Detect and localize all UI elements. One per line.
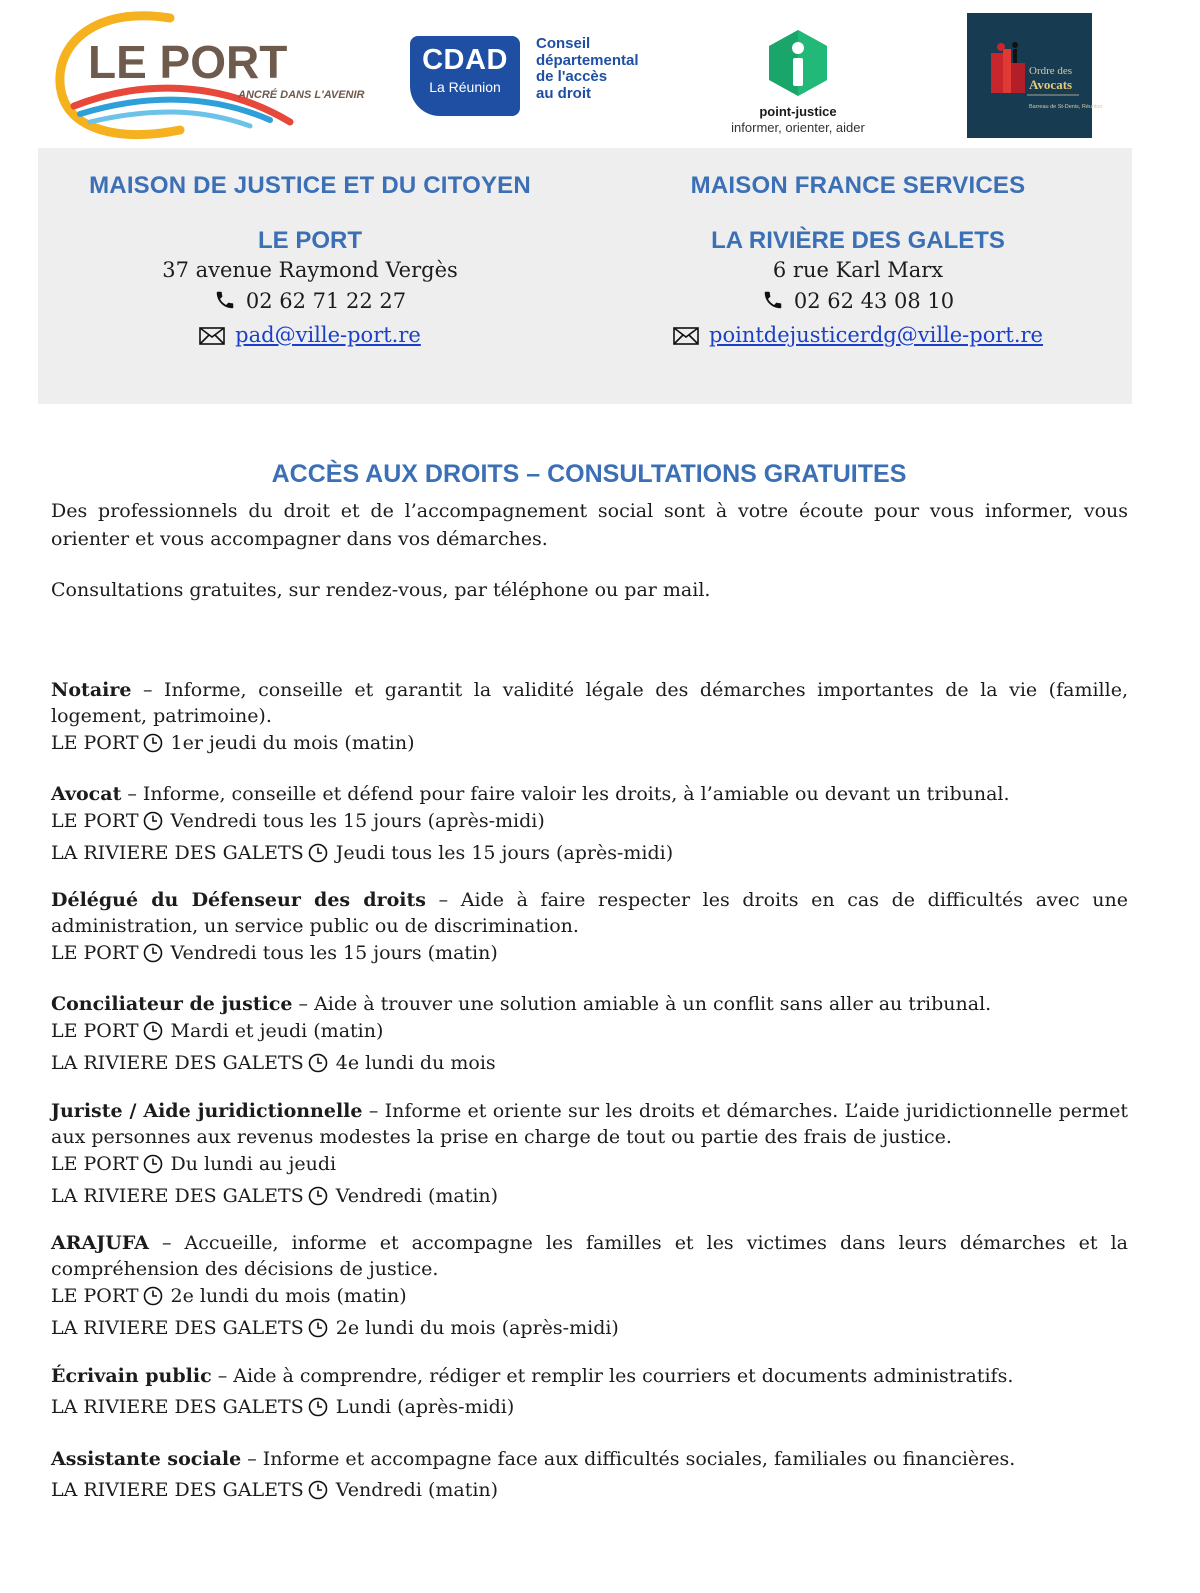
office-address: 37 avenue Raymond Vergès xyxy=(162,258,458,282)
phone-icon xyxy=(214,289,236,320)
office-email-row xyxy=(598,320,1118,354)
svg-text:LE PORT: LE PORT xyxy=(88,36,288,88)
service-juriste xyxy=(51,1098,1128,1214)
schedule-row xyxy=(51,1017,1128,1049)
ordre-des-avocats-logo xyxy=(967,13,1103,138)
schedule-row xyxy=(51,729,1128,761)
schedule-place: LA RIVIERE DES GALETS xyxy=(51,1052,304,1074)
service-title: Conciliateur de justice xyxy=(51,993,293,1015)
schedule-place: LE PORT xyxy=(51,942,139,964)
svg-text:Barreau de St-Denis, Réunion: Barreau de St-Denis, Réunion xyxy=(1029,104,1103,110)
schedule-time: Jeudi tous les 15 jours (après-midi) xyxy=(335,842,674,864)
point-justice-tagline: informer, orienter, aider xyxy=(731,120,865,135)
service-avocat xyxy=(51,781,1128,871)
office-email-row xyxy=(50,320,570,354)
contact-info-box xyxy=(38,148,1132,404)
schedule-place: LE PORT xyxy=(51,1020,139,1042)
phone-icon xyxy=(762,289,784,320)
schedule-time: 4e lundi du mois xyxy=(335,1052,496,1074)
point-justice-icon xyxy=(765,28,831,98)
service-title: ARAJUFA xyxy=(51,1232,149,1254)
envelope-icon xyxy=(199,323,225,354)
service-title: Délégué du Défenseur des droits xyxy=(51,889,426,911)
service-description: Juriste / Aide juridictionnelle – Informe et oriente sur les droits et démarches. L’aide juridictionnelle permet aux personnes aux revenus modestes la prise en charge de tout ou partie des frais de justice. xyxy=(51,1100,1128,1148)
logos-header xyxy=(0,0,1200,150)
office-phone-row xyxy=(598,286,1118,320)
clock-icon xyxy=(308,1053,328,1081)
cdad-region: La Réunion xyxy=(429,79,501,95)
office-riviere-des-galets xyxy=(598,148,1118,354)
service-arajufa xyxy=(51,1230,1128,1346)
office-name: MAISON DE JUSTICE ET DU CITOYEN xyxy=(89,172,531,199)
cdad-badge xyxy=(410,36,520,116)
office-email-link[interactable]: pointdejusticerdg@ville-port.re xyxy=(709,323,1043,347)
schedule-row xyxy=(51,1282,1128,1314)
clock-icon xyxy=(143,943,163,971)
schedule-place: LA RIVIERE DES GALETS xyxy=(51,1479,304,1501)
schedule-place: LE PORT xyxy=(51,1285,139,1307)
clock-icon xyxy=(143,733,163,761)
schedule-time: Vendredi (matin) xyxy=(335,1479,499,1501)
schedule-place: LA RIVIERE DES GALETS xyxy=(51,1396,304,1418)
schedule-row xyxy=(51,1182,1128,1214)
office-address: 6 rue Karl Marx xyxy=(772,258,944,282)
schedule-time: Vendredi (matin) xyxy=(335,1185,499,1207)
service-description: Notaire – Informe, conseille et garantit la validité légale des démarches importantes de la vie (famille, logement, patrimoine). xyxy=(51,679,1128,727)
schedule-place: LA RIVIERE DES GALETS xyxy=(51,1317,304,1339)
schedule-row xyxy=(51,939,1128,971)
clock-icon xyxy=(143,811,163,839)
service-conciliateur xyxy=(51,991,1128,1081)
service-description: Écrivain public – Aide à comprendre, rédiger et remplir les courriers et documents administratifs. xyxy=(51,1365,1014,1387)
schedule-time: Du lundi au jeudi xyxy=(170,1153,337,1175)
schedule-place: LE PORT xyxy=(51,1153,139,1175)
service-assistante-sociale xyxy=(51,1446,1128,1508)
service-delegue-defenseur-droits xyxy=(51,887,1128,971)
service-description: Délégué du Défenseur des droits – Aide à faire respecter les droits en cas de difficultés avec une administration, un service public ou de discrimination. xyxy=(51,889,1128,937)
clock-icon xyxy=(143,1286,163,1314)
svg-text:Ordre des: Ordre des xyxy=(1029,65,1073,77)
schedule-place: LE PORT xyxy=(51,732,139,754)
consultation-note: Consultations gratuites, sur rendez-vous, par téléphone ou par mail. xyxy=(51,579,711,601)
schedule-time: Mardi et jeudi (matin) xyxy=(170,1020,384,1042)
le-port-logo xyxy=(50,10,370,145)
intro-paragraph: Des professionnels du droit et de l’accompagnement social sont à votre écoute pour vous informer, vous orienter et vous accompagner dans vos démarches. xyxy=(51,500,1128,550)
point-justice-name: point-justice xyxy=(759,104,837,119)
schedule-time: Vendredi tous les 15 jours (matin) xyxy=(170,942,498,964)
schedule-row xyxy=(51,1393,1128,1425)
schedule-row xyxy=(51,1314,1128,1346)
office-phone-row xyxy=(50,286,570,320)
office-city: LE PORT xyxy=(257,227,362,254)
office-phone: 02 62 71 22 27 xyxy=(245,289,407,313)
point-justice-logo xyxy=(718,28,878,146)
schedule-time: 2e lundi du mois (après-midi) xyxy=(335,1317,619,1339)
schedule-place: LA RIVIERE DES GALETS xyxy=(51,842,304,864)
schedule-place: LA RIVIERE DES GALETS xyxy=(51,1185,304,1207)
cdad-acronym: CDAD xyxy=(422,44,508,76)
schedule-time: 2e lundi du mois (matin) xyxy=(170,1285,407,1307)
service-notaire xyxy=(51,677,1128,761)
office-phone: 02 62 43 08 10 xyxy=(793,289,955,313)
clock-icon xyxy=(143,1154,163,1182)
service-title: Écrivain public xyxy=(51,1365,212,1387)
service-title: Assistante sociale xyxy=(51,1448,242,1470)
cdad-logo xyxy=(410,36,660,122)
schedule-time: 1er jeudi du mois (matin) xyxy=(170,732,415,754)
service-description: ARAJUFA – Accueille, informe et accompagne les familles et les victimes dans leurs démarches et la compréhension des décisions de justice. xyxy=(51,1232,1128,1280)
clock-icon xyxy=(308,1397,328,1425)
schedule-row xyxy=(51,1476,1128,1508)
schedule-time: Vendredi tous les 15 jours (après-midi) xyxy=(170,810,545,832)
section-title: ACCÈS AUX DROITS – CONSULTATIONS GRATUITES xyxy=(271,460,907,488)
schedule-row xyxy=(51,807,1128,839)
office-le-port xyxy=(50,148,570,354)
office-city: LA RIVIÈRE DES GALETS xyxy=(711,227,1005,254)
clock-icon xyxy=(308,843,328,871)
service-title: Avocat xyxy=(51,783,122,805)
svg-text:ANCRÉ DANS L'AVENIR: ANCRÉ DANS L'AVENIR xyxy=(238,89,365,101)
service-description: Conciliateur de justice – Aide à trouver une solution amiable à un conflit sans aller au tribunal. xyxy=(51,993,992,1015)
schedule-time: Lundi (après-midi) xyxy=(335,1396,515,1418)
service-title: Notaire xyxy=(51,679,132,701)
schedule-row xyxy=(51,839,1128,871)
envelope-icon xyxy=(673,323,699,354)
clock-icon xyxy=(308,1318,328,1346)
schedule-row xyxy=(51,1150,1128,1182)
cdad-fullname: Conseil départemental de l'accès au droit xyxy=(536,35,639,102)
clock-icon xyxy=(143,1021,163,1049)
svg-text:Avocats: Avocats xyxy=(1029,77,1073,92)
office-email-link[interactable]: pad@ville-port.re xyxy=(235,323,421,347)
clock-icon xyxy=(308,1480,328,1508)
service-ecrivain-public xyxy=(51,1363,1128,1425)
service-title: Juriste / Aide juridictionnelle xyxy=(51,1100,363,1122)
service-description: Avocat – Informe, conseille et défend pour faire valoir les droits, à l’amiable ou devant un tribunal. xyxy=(51,783,1010,805)
schedule-row xyxy=(51,1049,1128,1081)
schedule-place: LE PORT xyxy=(51,810,139,832)
service-description: Assistante sociale – Informe et accompagne face aux difficultés sociales, familiales ou financières. xyxy=(51,1448,1016,1470)
office-name: MAISON FRANCE SERVICES xyxy=(690,172,1026,199)
clock-icon xyxy=(308,1186,328,1214)
